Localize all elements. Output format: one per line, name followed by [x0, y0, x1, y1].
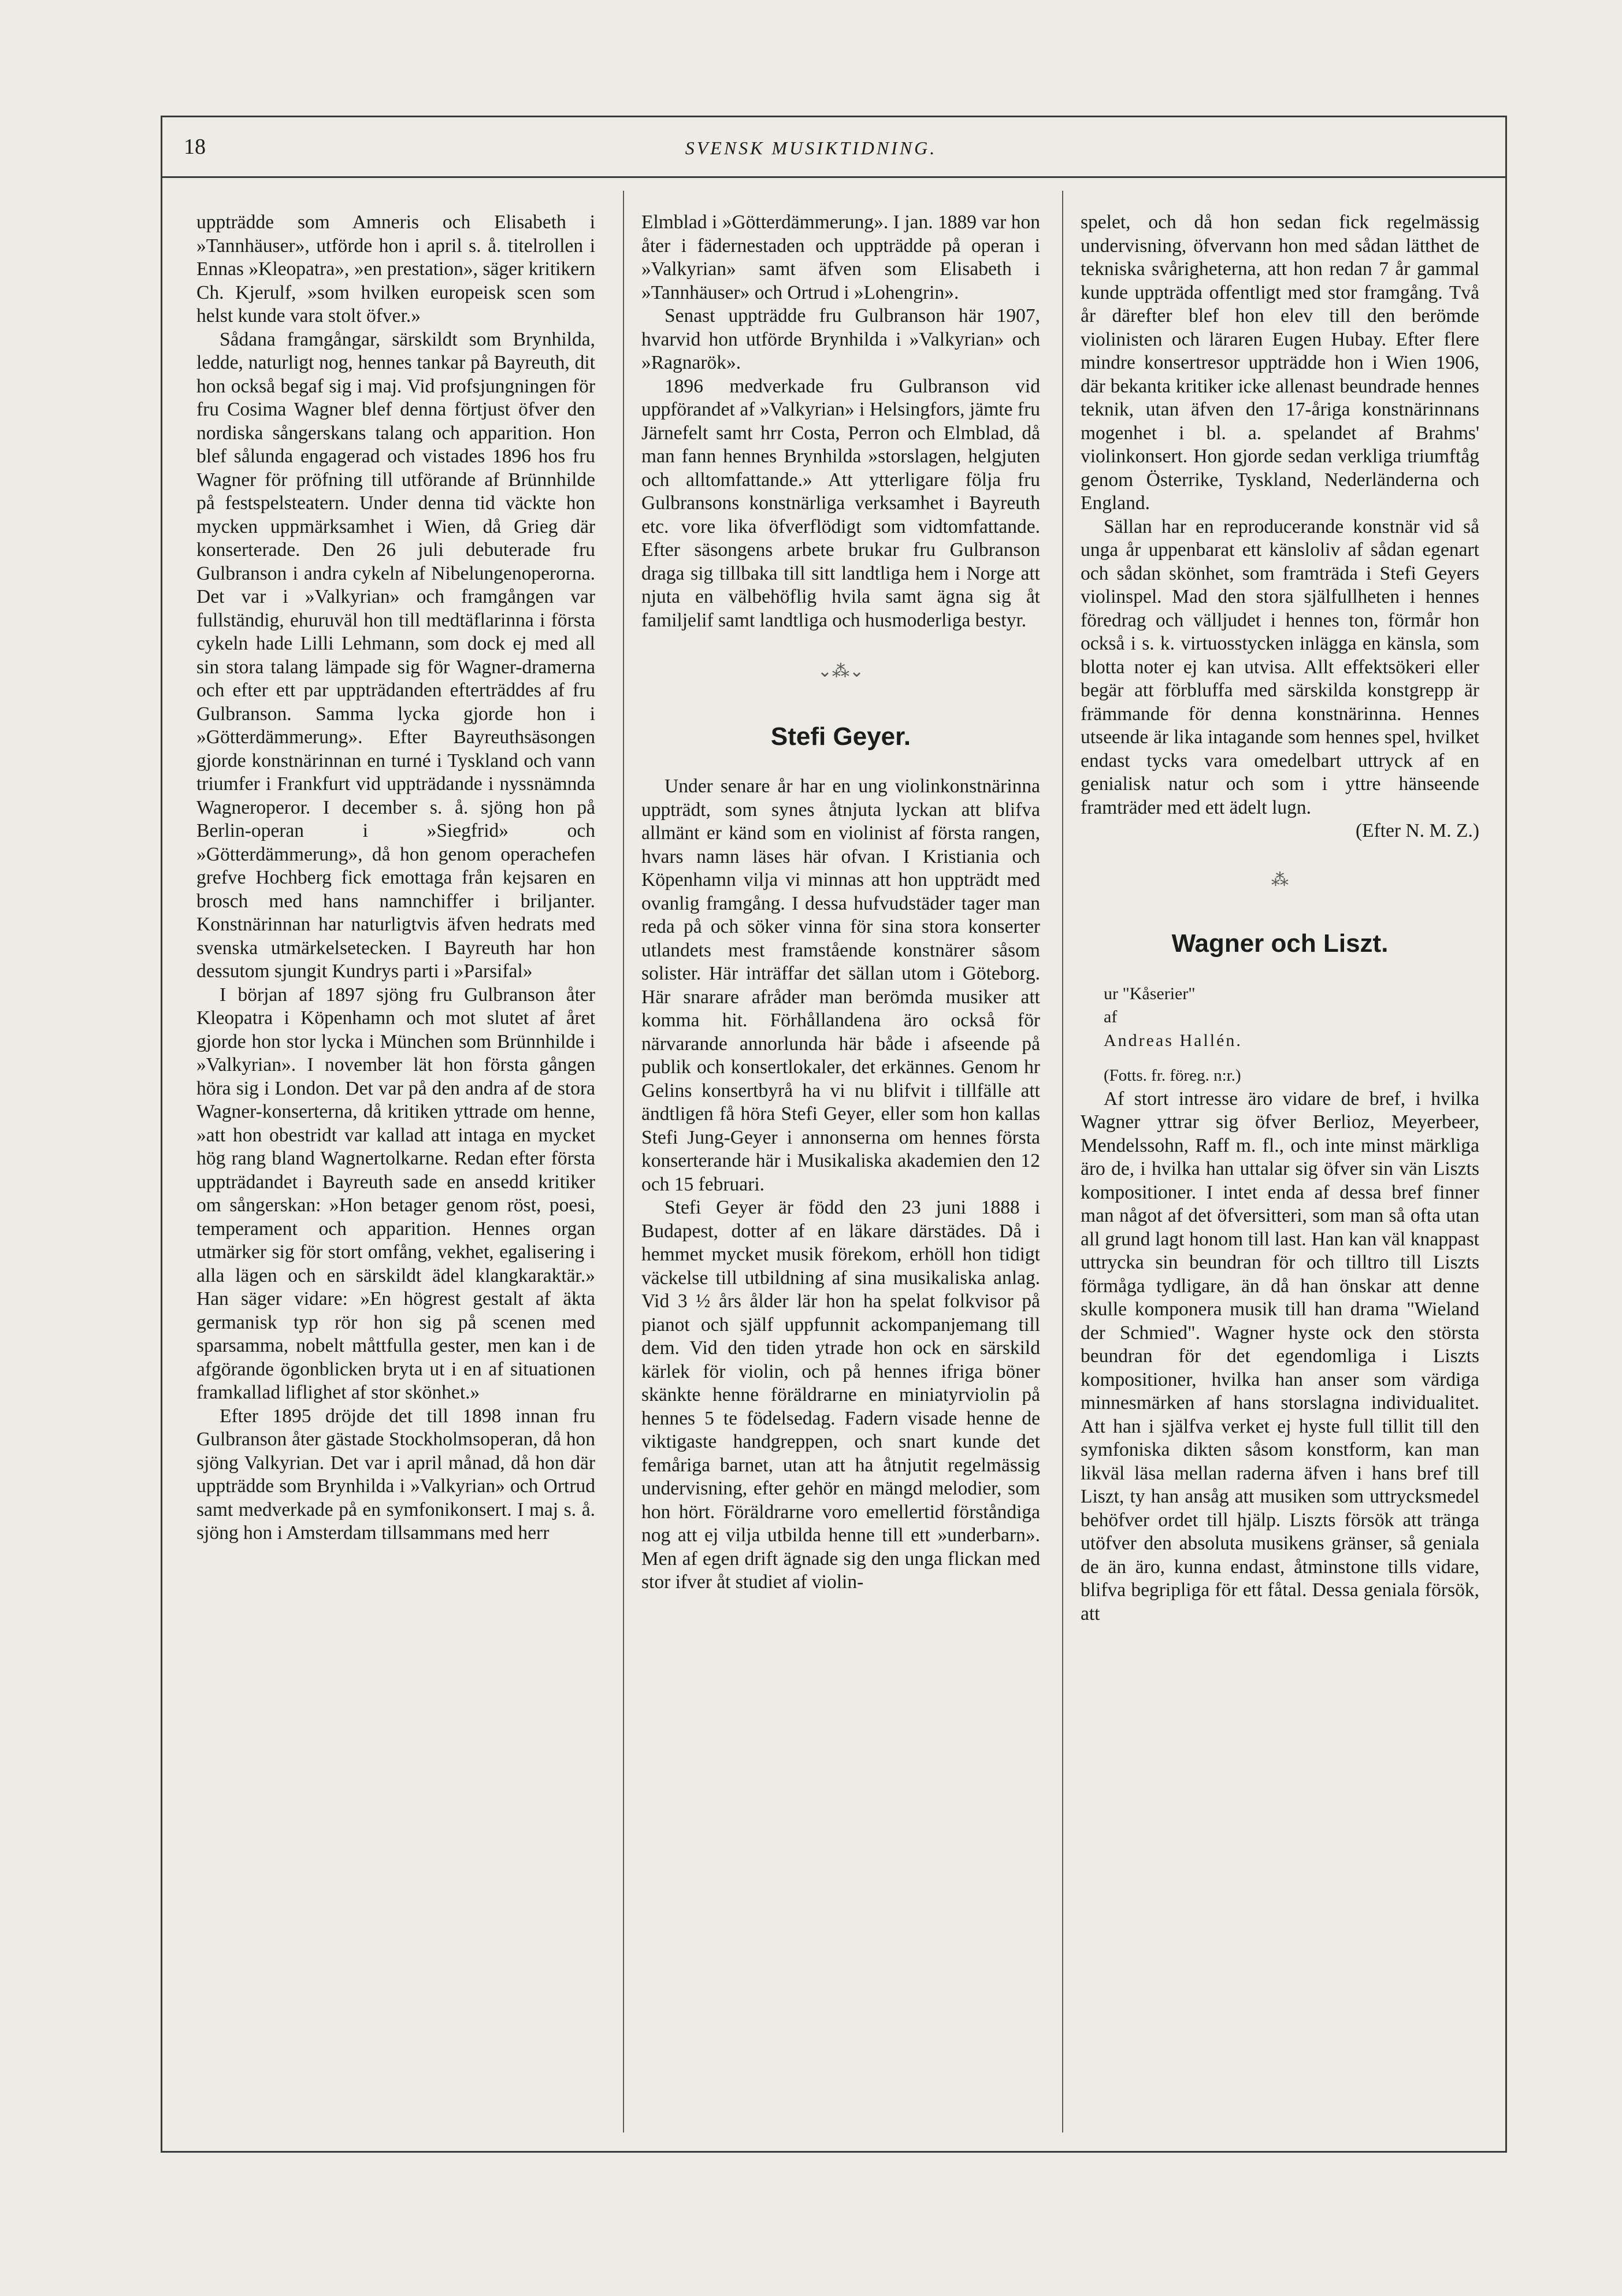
paragraph: Sådana framgångar, särskildt som Brynhilda, ledde, naturligt nog, hennes tankar på Bayreuth, dit hon också begaf sig i maj. Vid profsjungningen för fru Cosima Wagner blef denna förtjust öfver den nordiska sångerskans talang och apparition. Hon blef sålunda engagerad och vistades 1896 hos fru Wagner för pröfning till utförande af Brünnhilde på festspelsteatern. Under denna tid väckte hon mycken uppmärksamhet i Wien, då Grieg där konserterade. Den 26 juli debuterade fru Gulbranson i andra cykeln af Nibelungenoperorna. Det var i »Valkyrian» och framgången var fullständig, ehuruväl hon till medtäflarinna i första cykeln hade Lilli Lehmann, som dock ej med all sin stora talang lämpade sig för Wagner-dramerna och efter ett par uppträdanden efterträddes af fru Gulbranson. Samma lycka gjorde hon i »Götterdämmerung». Efter Bayreuthsäsongen gjorde konstnärinnan en turné i Tyskland och vann triumfer i Frankfurt vid uppträdande i nyssnämnda Wagneroperor. I december s. å. sjöng hon på Berlin-operan i »Siegfrid» och »Götterdämmerung», då hon genom operachefen grefve Hochberg fick emottaga från kejsaren en brosch med hans namnchiffer i briljanter. Konstnärinnan har naturligtvis äfven hedrats med svenska utmärkelsetecken. I Bayreuth har hon dessutom sjungit Kundrys parti i »Parsifal»: [196, 328, 595, 982]
column-middle: [641, 211, 1040, 1594]
column-divider: [1062, 191, 1063, 2132]
paragraph: Under senare år har en ung violinkonstnärinna uppträdt, som synes åtnjuta lyckan att blifva allmänt er känd som en violinist af första rangen, hvars namn läses här ofvan. I Kristiania och Köpenhamn vilja vi minnas att hon uppträdt med ovanlig framgång. I dessa hufvudstäder tager man reda på och söker vinna för sina stora konserter utlandets mest framstående konstnärer såsom solister. Här inträffar det sällan utom i Göteborg. Här snarare afråder man berömda musiker att komma hit. Förhållandena äro också för närvarande annorlunda här både i afseende på publik och konsertlokaler, det erkännes. Genom hr Gelins konsertbyrå ha vi nu blifvit i tillfälle att ändtligen få höra Stefi Geyer, eller som hon kallas Stefi Jung-Geyer i annonserna om hennes första konserterande här i Musikaliska akademien den 12 och 15 februari.: [641, 776, 1040, 1195]
paragraph: Senast uppträdde fru Gulbranson här 1907, hvarvid hon utförde Brynhilda i »Valkyrian» och »Ragnarök».: [641, 305, 1040, 373]
paragraph: Stefi Geyer är född den 23 juni 1888 i Budapest, dotter af en läkare därstädes. Då i hemmet mycket musik förekom, erhöll hon tidigt väckelse till utbildning af sina musikaliska anlag. Vid 3 ½ års ålder lär hon ha spelat folkvisor på pianot och själf uppfunnit ackompanjemang till dem. Vid den tiden ytrade hon ock en särskild kärlek för violin, och på hennes ifriga böner skänkte henne föräldrarne en miniatyrviolin på hennes 5 te födelsedag. Fadern visade henne de viktigaste handgreppen, och snart kunde det femåriga barnet, utan att ha åtnjutit regelmässig undervisning, efter gehör en mängd melodier, som hon hört. Föräldrarne voro emellertid förståndiga nog att ej vilja utbilda henne till ett »underbarn». Men af egen drift ägnade sig den unga flickan med stor ifver åt studiet af violin-: [641, 1197, 1040, 1593]
source-credit: (Efter N. M. Z.): [1356, 820, 1479, 841]
article-subtitle: ur "Kåserier": [1104, 984, 1196, 1003]
header-rule: [161, 176, 1507, 178]
paragraph: spelet, och då hon sedan fick regelmässig undervisning, öfvervann hon med sådan lätthet de tekniska svårigheterna, att hon redan 7 år gammal kunde uppträda offentligt med stor framgång. Två år därefter blef hon elev till den berömde violinisten och läraren Eugen Hubay. Efter flere mindre konsertresor uppträdde hon i Wien 1906, där bekanta kritiker icke allenast beundrade hennes teknik, utan äfven den 17-åriga konstnärinnans mogenhet i bl. a. spelandet af Brahms' violinkonsert. Hon gjorde sedan verkliga triumftåg genom Österrike, Tyskland, Nederländerna och England.: [1081, 212, 1479, 514]
column-divider: [623, 191, 624, 2132]
byline-af: af: [1104, 1007, 1118, 1026]
continuation-note: (Fotts. fr. föreg. n:r.): [1104, 1066, 1241, 1085]
paragraph: Sällan har en reproducerande konstnär vid så unga år uppenbarat ett känsloliv af sådan egenart och sådan skönhet, som framträda i Stefi Geyers violinspel. Mad den stora själfullheten i hennes föredrag och välljudet i hennes ton, förmår hon också i s. k. virtuosstycken inlägga en känsla, som blotta noter ej kan utvisa. Allt effektsökeri eller begär att förbluffa med särskilda konstgrepp är främmande för denna konstnärinna. Hennes utseende är lika intagande som hennes spel, hvilket endast tycks vara omedelbart uttryck af en genialisk natur och som i yttre hänseende framträder med ett ädelt lugn.: [1081, 515, 1479, 818]
paragraph: I början af 1897 sjöng fru Gulbranson åter Kleopatra i Köpenhamn och mot slutet af året gjorde hon stor lycka i München som Brünnhilde i »Valkyrian». I november lät hon första gången höra sig i London. Det var på den andra af de stora Wagner-konserterna, då kritiken yttrade om henne, »att hon obestridt var kallad att intaga en mycket hög rang bland Wagnertolkarne. Redan efter första uppträdandet i Bayreuth sade en ansedd kritiker om sångerskan: »Hon betager genom röst, poesi, temperament och apparition. Hennes organ utmärker sig för stort omfång, vekhet, egalisering i alla lägen och en särskildt ädel klangkaraktär.» Han säger vidare: »En högrest gestalt af äkta germanisk typ rör hon sig på scenen med sparsamma, nobelt måttfulla gester, men kan i de afgörande ögonblicken bryta ut i en af situationen framkallad liflighet af stor skönhet.»: [196, 984, 595, 1403]
article-title-stefi-geyer: Stefi Geyer.: [770, 722, 911, 751]
column-right: [1081, 211, 1479, 1626]
paragraph: uppträdde som Amneris och Elisabeth i »Tannhäuser», utförde hon i april s. å. titelrollen i Ennas »Kleopatra», »en prestation», säger kritikern Ch. Kjerulf, »som hvilken europeisk scen som helst kunde vara stolt öfver.»: [196, 212, 595, 327]
article-title-wagner-och-liszt: Wagner och Liszt.: [1171, 929, 1389, 958]
running-head: SVENSK MUSIKTIDNING.: [685, 138, 937, 158]
paragraph: Elmblad i »Götterdämmerung». I jan. 1889 var hon åter i fädernestaden och uppträdde på operan i »Valkyrian» samt äfven som Elisabeth i »Tannhäuser» och Ortrud i »Lohengrin».: [641, 212, 1040, 303]
ornament-divider: ⌄⁂⌄: [817, 662, 864, 681]
paragraph: Efter 1895 dröjde det till 1898 innan fru Gulbranson åter gästade Stockholmsoperan, då hon sjöng Valkyrian. Det var i april månad, då hon där uppträdde som Brynhilda i »Valkyrian» och Ortrud samt medverkade på en symfonikonsert. I maj s. å. sjöng hon i Amsterdam tillsammans med herr: [196, 1405, 595, 1544]
page-number: 18: [184, 135, 206, 159]
ornament-divider: ⁂: [1271, 870, 1289, 889]
paragraph: 1896 medverkade fru Gulbranson vid uppförandet af »Valkyrian» i Helsingfors, jämte fru Järnefelt samt hrr Costa, Perron och Elmblad, då man fann hennes Brynhilda »storslagen, helgjuten och alltomfattande.» Att ytterligare följa fru Gulbransons konstnärliga verksamhet i Bayreuth etc. vore lika öfverflödigt som vidtomfattande. Efter säsongens arbete brukar fru Gulbranson draga sig tillbaka till sitt landtliga hem i Norge att njuta en välbehöflig hvila samt ägna sig åt familjelif samt landtliga och husmoderliga bestyr.: [641, 375, 1040, 631]
article-author: Andreas Hallén.: [1104, 1030, 1242, 1050]
column-left: [196, 211, 595, 1545]
paragraph: Af stort intresse äro vidare de bref, i hvilka Wagner yttrar sig öfver Berlioz, Meyerbeer, Mendelssohn, Raff m. fl., och inte minst märkliga äro de, i hvilka han uttalar sig öfver sin vän Liszts kompositioner. I intet enda af dessa bref finner man något af det öfversitteri, som man så ofta utan all grund lagt honom till last. Han kan väl knappast uttrycka sin beundran för och tilltro till Liszts förmåga tydligare, än då han önskar att denne skulle komponera musik till han drama "Wieland der Schmied". Wagner hyste ock den största beundran för det egendomliga i Liszts kompositioner, hvilka han anser som värdiga minnesmärken af hans storslagna individualitet. Att han i själfva verket ej hyste full tillit till den symfoniska dikten såsom konstform, kan man likväl läsa mellan raderna äfven i hans bref till Liszt, ty han ansåg att musiken som uttrycksmedel behöfver ordet till hjälp. Liszts försök att tränga utöfver den absoluta musikens gränser, så geniala de än äro, kunna endast, åtminstone tills vidare, blifva begripliga för ett fåtal. Dessa geniala försök, att: [1081, 1088, 1479, 1624]
